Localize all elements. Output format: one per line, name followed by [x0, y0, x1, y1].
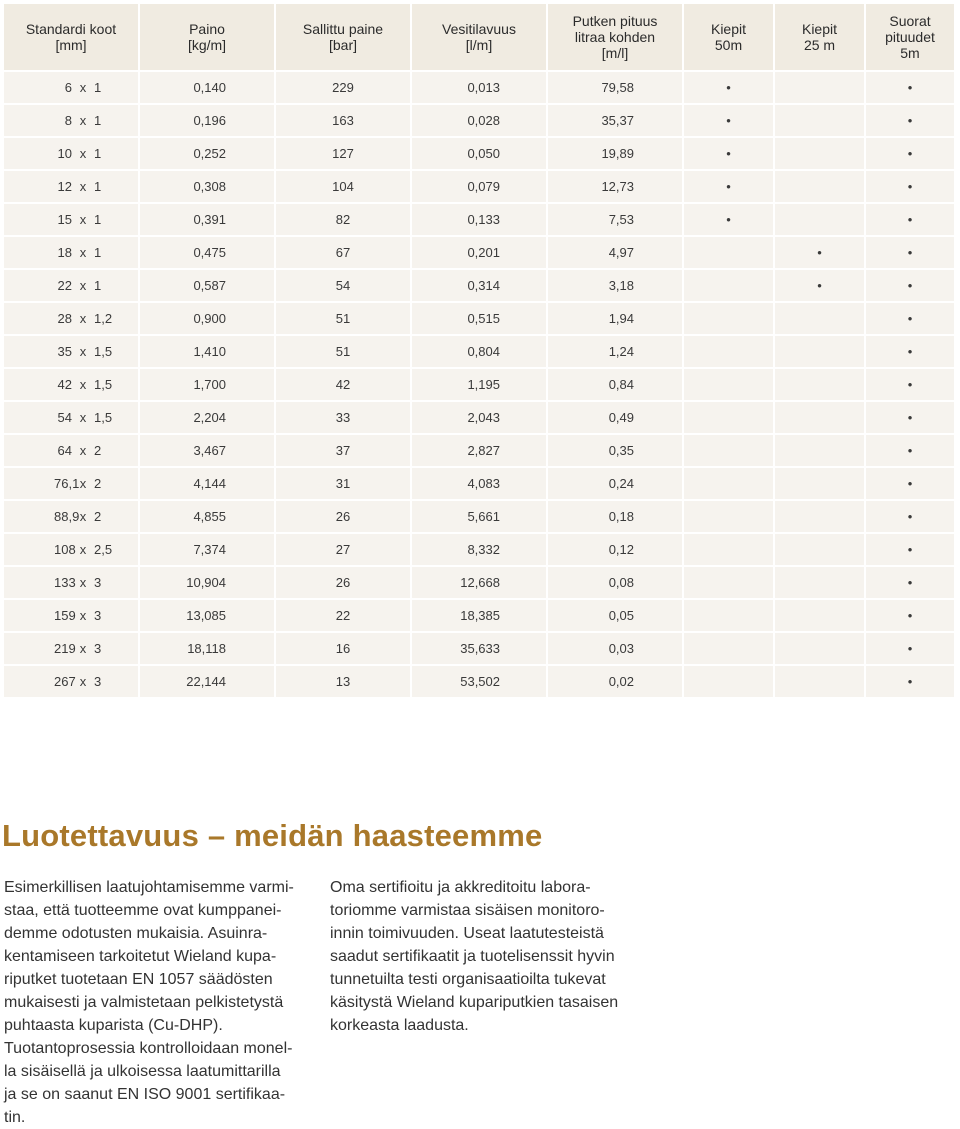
text-line: tunnetuilta testi organisaatioilta tukevat [330, 971, 606, 988]
weight-cell: 4,855 [140, 501, 274, 532]
pressure-cell: 163 [276, 105, 410, 136]
water-volume-cell: 0,804 [412, 336, 546, 367]
table-row [4, 336, 954, 367]
coil-25m-cell [775, 666, 864, 697]
water-volume-cell: 5,661 [412, 501, 546, 532]
weight-cell: 1,410 [140, 336, 274, 367]
coil-50m-cell [684, 402, 773, 433]
outer-diameter: 15 [57, 212, 72, 227]
outer-diameter: 8 [64, 113, 72, 128]
text-line: Oma sertifioitu ja akkreditoitu labora- [330, 879, 591, 896]
coil-25m-cell: • [775, 270, 864, 301]
text-line: saadut sertifikaatit ja tuotelisenssit hyvin [330, 948, 615, 965]
times-sign: x [79, 575, 87, 590]
coil-25m-cell [775, 72, 864, 103]
coil-25m-cell [775, 336, 864, 367]
column-header-text: litraa kohden [574, 29, 656, 45]
text-line: korkeasta laadusta. [330, 1017, 469, 1034]
text-line: mukaisesti ja valmistetaan pelkistetystä [4, 994, 284, 1011]
straight-5m-cell: • [866, 237, 954, 268]
weight-cell: 0,252 [140, 138, 274, 169]
coil-50m-cell [684, 534, 773, 565]
coil-25m-cell [775, 171, 864, 202]
outer-diameter: 133 [54, 575, 76, 590]
wall-thickness: 1 [94, 278, 102, 293]
weight-cell: 10,904 [140, 567, 274, 598]
water-volume-cell: 0,201 [412, 237, 546, 268]
section-title: Luotettavuus – meidän haasteemme [2, 818, 543, 853]
straight-5m-cell: • [866, 501, 954, 532]
table-row [4, 171, 954, 202]
weight-cell: 1,700 [140, 369, 274, 400]
wall-thickness: 3 [94, 641, 102, 656]
outer-diameter: 219 [54, 641, 76, 656]
length-per-litre-cell: 35,37 [548, 105, 682, 136]
coil-50m-cell: • [684, 105, 773, 136]
water-volume-cell: 8,332 [412, 534, 546, 565]
column-header [548, 4, 682, 70]
straight-5m-cell: • [866, 171, 954, 202]
pressure-cell: 82 [276, 204, 410, 235]
coil-25m-cell [775, 402, 864, 433]
table-row [4, 567, 954, 598]
times-sign: x [79, 443, 87, 458]
coil-50m-cell [684, 501, 773, 532]
column-header [412, 4, 546, 70]
times-sign: x [79, 179, 87, 194]
table-row [4, 666, 954, 697]
column-header-text: [m/l] [601, 45, 629, 61]
water-volume-cell: 0,013 [412, 72, 546, 103]
text-line: toriomme varmistaa sisäisen monitoro- [330, 902, 605, 919]
weight-cell: 4,144 [140, 468, 274, 499]
table-row [4, 204, 954, 235]
column-header-text: Standardi koot [25, 21, 117, 37]
outer-diameter: 88,9 [54, 509, 80, 524]
body-text-column-2 [330, 876, 640, 1037]
text-line: kentamiseen tarkoitetut Wieland kupa- [4, 948, 277, 965]
wall-thickness: 1 [94, 179, 102, 194]
pressure-cell: 229 [276, 72, 410, 103]
outer-diameter: 35 [57, 344, 72, 359]
column-header [140, 4, 274, 70]
text-line: ja se on saanut EN ISO 9001 sertifikaa- [4, 1086, 286, 1103]
pressure-cell: 54 [276, 270, 410, 301]
weight-cell: 0,475 [140, 237, 274, 268]
water-volume-cell: 12,668 [412, 567, 546, 598]
size-cell [4, 633, 138, 664]
wall-thickness: 1 [94, 146, 102, 161]
column-header-text: 5m [900, 45, 920, 61]
pressure-cell: 16 [276, 633, 410, 664]
wall-thickness: 1,5 [94, 377, 113, 392]
outer-diameter: 6 [64, 80, 72, 95]
straight-5m-cell: • [866, 369, 954, 400]
pressure-cell: 127 [276, 138, 410, 169]
size-cell [4, 336, 138, 367]
coil-25m-cell [775, 567, 864, 598]
column-header-text: [mm] [55, 37, 87, 53]
size-cell [4, 171, 138, 202]
coil-25m-cell: • [775, 237, 864, 268]
pressure-cell: 37 [276, 435, 410, 466]
weight-cell: 3,467 [140, 435, 274, 466]
length-per-litre-cell: 0,08 [548, 567, 682, 598]
text-line: Tuotantoprosessia kontrolloidaan monel- [4, 1040, 293, 1057]
size-cell [4, 72, 138, 103]
size-cell [4, 435, 138, 466]
water-volume-cell: 0,050 [412, 138, 546, 169]
coil-25m-cell [775, 303, 864, 334]
table-row [4, 237, 954, 268]
outer-diameter: 18 [57, 245, 72, 260]
column-header-text: Sallittu paine [302, 21, 384, 37]
straight-5m-cell: • [866, 468, 954, 499]
length-per-litre-cell: 0,02 [548, 666, 682, 697]
coil-50m-cell [684, 468, 773, 499]
size-cell [4, 501, 138, 532]
pressure-cell: 22 [276, 600, 410, 631]
weight-cell: 18,118 [140, 633, 274, 664]
pressure-cell: 26 [276, 567, 410, 598]
water-volume-cell: 35,633 [412, 633, 546, 664]
pressure-cell: 42 [276, 369, 410, 400]
times-sign: x [79, 311, 87, 326]
weight-cell: 0,391 [140, 204, 274, 235]
times-sign: x [79, 674, 87, 689]
outer-diameter: 54 [57, 410, 72, 425]
weight-cell: 2,204 [140, 402, 274, 433]
times-sign: x [79, 542, 87, 557]
text-line: staa, että tuotteemme ovat kumppanei- [4, 902, 282, 919]
water-volume-cell: 53,502 [412, 666, 546, 697]
pressure-cell: 104 [276, 171, 410, 202]
length-per-litre-cell: 0,18 [548, 501, 682, 532]
straight-5m-cell: • [866, 402, 954, 433]
outer-diameter: 10 [57, 146, 72, 161]
times-sign: x [79, 641, 87, 656]
coil-50m-cell: • [684, 204, 773, 235]
size-cell [4, 138, 138, 169]
straight-5m-cell: • [866, 666, 954, 697]
outer-diameter: 108 [54, 542, 76, 557]
coil-25m-cell [775, 369, 864, 400]
wall-thickness: 2 [94, 443, 102, 458]
times-sign: x [79, 278, 87, 293]
column-header [276, 4, 410, 70]
column-header-text: Suorat [889, 13, 931, 29]
outer-diameter: 159 [54, 608, 76, 623]
length-per-litre-cell: 0,84 [548, 369, 682, 400]
coil-25m-cell [775, 534, 864, 565]
coil-25m-cell [775, 600, 864, 631]
table-row [4, 72, 954, 103]
times-sign: x [79, 113, 87, 128]
wall-thickness: 1 [94, 80, 102, 95]
coil-25m-cell [775, 633, 864, 664]
coil-50m-cell [684, 369, 773, 400]
pressure-cell: 13 [276, 666, 410, 697]
table-row [4, 303, 954, 334]
times-sign: x [79, 608, 87, 623]
outer-diameter: 12 [57, 179, 72, 194]
water-volume-cell: 2,827 [412, 435, 546, 466]
column-header [684, 4, 773, 70]
times-sign: x [79, 245, 87, 260]
length-per-litre-cell: 0,12 [548, 534, 682, 565]
pressure-cell: 27 [276, 534, 410, 565]
table-row [4, 138, 954, 169]
text-line: käsitystä Wieland kupariputkien tasaisen [330, 994, 619, 1011]
water-volume-cell: 0,028 [412, 105, 546, 136]
wall-thickness: 3 [94, 608, 102, 623]
straight-5m-cell: • [866, 600, 954, 631]
size-cell [4, 303, 138, 334]
times-sign: x [79, 410, 87, 425]
coil-50m-cell [684, 633, 773, 664]
length-per-litre-cell: 1,94 [548, 303, 682, 334]
length-per-litre-cell: 1,24 [548, 336, 682, 367]
weight-cell: 7,374 [140, 534, 274, 565]
text-line: tin. [4, 1109, 26, 1126]
column-header-text: [bar] [328, 37, 357, 53]
straight-5m-cell: • [866, 435, 954, 466]
length-per-litre-cell: 7,53 [548, 204, 682, 235]
size-cell [4, 369, 138, 400]
table-row [4, 105, 954, 136]
table-row [4, 270, 954, 301]
coil-50m-cell [684, 303, 773, 334]
pressure-cell: 31 [276, 468, 410, 499]
pressure-cell: 33 [276, 402, 410, 433]
coil-25m-cell [775, 435, 864, 466]
coil-25m-cell [775, 204, 864, 235]
length-per-litre-cell: 0,03 [548, 633, 682, 664]
body-text-column-1 [4, 876, 304, 1129]
weight-cell: 0,140 [140, 72, 274, 103]
column-header-text: Kiepit [710, 21, 747, 37]
size-cell [4, 600, 138, 631]
length-per-litre-cell: 12,73 [548, 171, 682, 202]
length-per-litre-cell: 0,24 [548, 468, 682, 499]
column-header-text: 25 m [803, 37, 836, 53]
coil-50m-cell [684, 237, 773, 268]
coil-50m-cell [684, 666, 773, 697]
length-per-litre-cell: 3,18 [548, 270, 682, 301]
pressure-cell: 26 [276, 501, 410, 532]
column-header [4, 4, 138, 70]
length-per-litre-cell: 79,58 [548, 72, 682, 103]
size-cell [4, 468, 138, 499]
length-per-litre-cell: 19,89 [548, 138, 682, 169]
wall-thickness: 1 [94, 245, 102, 260]
table-row [4, 633, 954, 664]
table-row [4, 534, 954, 565]
text-line: innin toimivuuden. Useat laatutesteistä [330, 925, 604, 942]
straight-5m-cell: • [866, 633, 954, 664]
table-header-row [4, 4, 954, 70]
length-per-litre-cell: 0,49 [548, 402, 682, 433]
table-row [4, 501, 954, 532]
outer-diameter: 28 [57, 311, 72, 326]
table-row [4, 600, 954, 631]
outer-diameter: 267 [54, 674, 76, 689]
coil-25m-cell [775, 468, 864, 499]
times-sign: x [79, 509, 87, 524]
text-line: Esimerkillisen laatujohtamisemme varmi- [4, 879, 294, 896]
coil-25m-cell [775, 501, 864, 532]
table-body [4, 72, 954, 697]
coil-50m-cell [684, 600, 773, 631]
column-header-text: Vesitilavuus [442, 21, 516, 37]
times-sign: x [79, 212, 87, 227]
size-cell [4, 237, 138, 268]
table-row [4, 468, 954, 499]
times-sign: x [79, 80, 87, 95]
straight-5m-cell: • [866, 204, 954, 235]
coil-25m-cell [775, 138, 864, 169]
water-volume-cell: 18,385 [412, 600, 546, 631]
size-cell [4, 105, 138, 136]
outer-diameter: 22 [57, 278, 72, 293]
wall-thickness: 2,5 [94, 542, 113, 557]
water-volume-cell: 2,043 [412, 402, 546, 433]
column-header-text: Kiepit [801, 21, 838, 37]
wall-thickness: 1,5 [94, 410, 113, 425]
water-volume-cell: 4,083 [412, 468, 546, 499]
column-header-text: 50m [714, 37, 743, 53]
column-header [775, 4, 864, 70]
text-line: puhtaasta kuparista (Cu-DHP). [4, 1017, 223, 1034]
wall-thickness: 1 [94, 212, 102, 227]
water-volume-cell: 0,515 [412, 303, 546, 334]
times-sign: x [79, 344, 87, 359]
pressure-cell: 67 [276, 237, 410, 268]
column-header-text: [l/m] [465, 37, 493, 53]
size-cell [4, 567, 138, 598]
straight-5m-cell: • [866, 303, 954, 334]
size-cell [4, 534, 138, 565]
column-header-text: [kg/m] [187, 37, 227, 53]
weight-cell: 0,308 [140, 171, 274, 202]
weight-cell: 0,587 [140, 270, 274, 301]
size-cell [4, 666, 138, 697]
column-header-text: Paino [189, 21, 225, 37]
wall-thickness: 2 [94, 509, 102, 524]
column-header-text: Putken pituus [572, 13, 658, 29]
length-per-litre-cell: 0,05 [548, 600, 682, 631]
coil-50m-cell [684, 435, 773, 466]
pressure-cell: 51 [276, 303, 410, 334]
text-line: demme odotusten mukaisia. Asuinra- [4, 925, 268, 942]
coil-50m-cell: • [684, 171, 773, 202]
table-row [4, 369, 954, 400]
weight-cell: 0,900 [140, 303, 274, 334]
straight-5m-cell: • [866, 72, 954, 103]
size-cell [4, 270, 138, 301]
table-row [4, 402, 954, 433]
size-cell [4, 402, 138, 433]
text-line: riputket tuotetaan EN 1057 säädösten [4, 971, 273, 988]
weight-cell: 0,196 [140, 105, 274, 136]
table-row [4, 435, 954, 466]
water-volume-cell: 0,133 [412, 204, 546, 235]
water-volume-cell: 0,079 [412, 171, 546, 202]
wall-thickness: 2 [94, 476, 102, 491]
straight-5m-cell: • [866, 534, 954, 565]
coil-25m-cell [775, 105, 864, 136]
length-per-litre-cell: 4,97 [548, 237, 682, 268]
length-per-litre-cell: 0,35 [548, 435, 682, 466]
times-sign: x [79, 146, 87, 161]
coil-50m-cell [684, 270, 773, 301]
wall-thickness: 1,5 [94, 344, 113, 359]
wall-thickness: 1 [94, 113, 102, 128]
wall-thickness: 1,2 [94, 311, 113, 326]
weight-cell: 13,085 [140, 600, 274, 631]
straight-5m-cell: • [866, 138, 954, 169]
size-cell [4, 204, 138, 235]
straight-5m-cell: • [866, 336, 954, 367]
coil-50m-cell [684, 567, 773, 598]
water-volume-cell: 1,195 [412, 369, 546, 400]
outer-diameter: 42 [57, 377, 72, 392]
pressure-cell: 51 [276, 336, 410, 367]
column-header-text: pituudet [885, 29, 935, 45]
water-volume-cell: 0,314 [412, 270, 546, 301]
outer-diameter: 64 [57, 443, 72, 458]
straight-5m-cell: • [866, 105, 954, 136]
pipe-spec-table [2, 2, 956, 699]
coil-50m-cell [684, 336, 773, 367]
times-sign: x [79, 476, 87, 491]
coil-50m-cell: • [684, 72, 773, 103]
wall-thickness: 3 [94, 674, 102, 689]
column-header [866, 4, 954, 70]
weight-cell: 22,144 [140, 666, 274, 697]
straight-5m-cell: • [866, 270, 954, 301]
wall-thickness: 3 [94, 575, 102, 590]
straight-5m-cell: • [866, 567, 954, 598]
text-line: la sisäisellä ja ulkoisessa laatumittarilla [4, 1063, 281, 1080]
coil-50m-cell: • [684, 138, 773, 169]
outer-diameter: 76,1 [54, 476, 80, 491]
times-sign: x [79, 377, 87, 392]
